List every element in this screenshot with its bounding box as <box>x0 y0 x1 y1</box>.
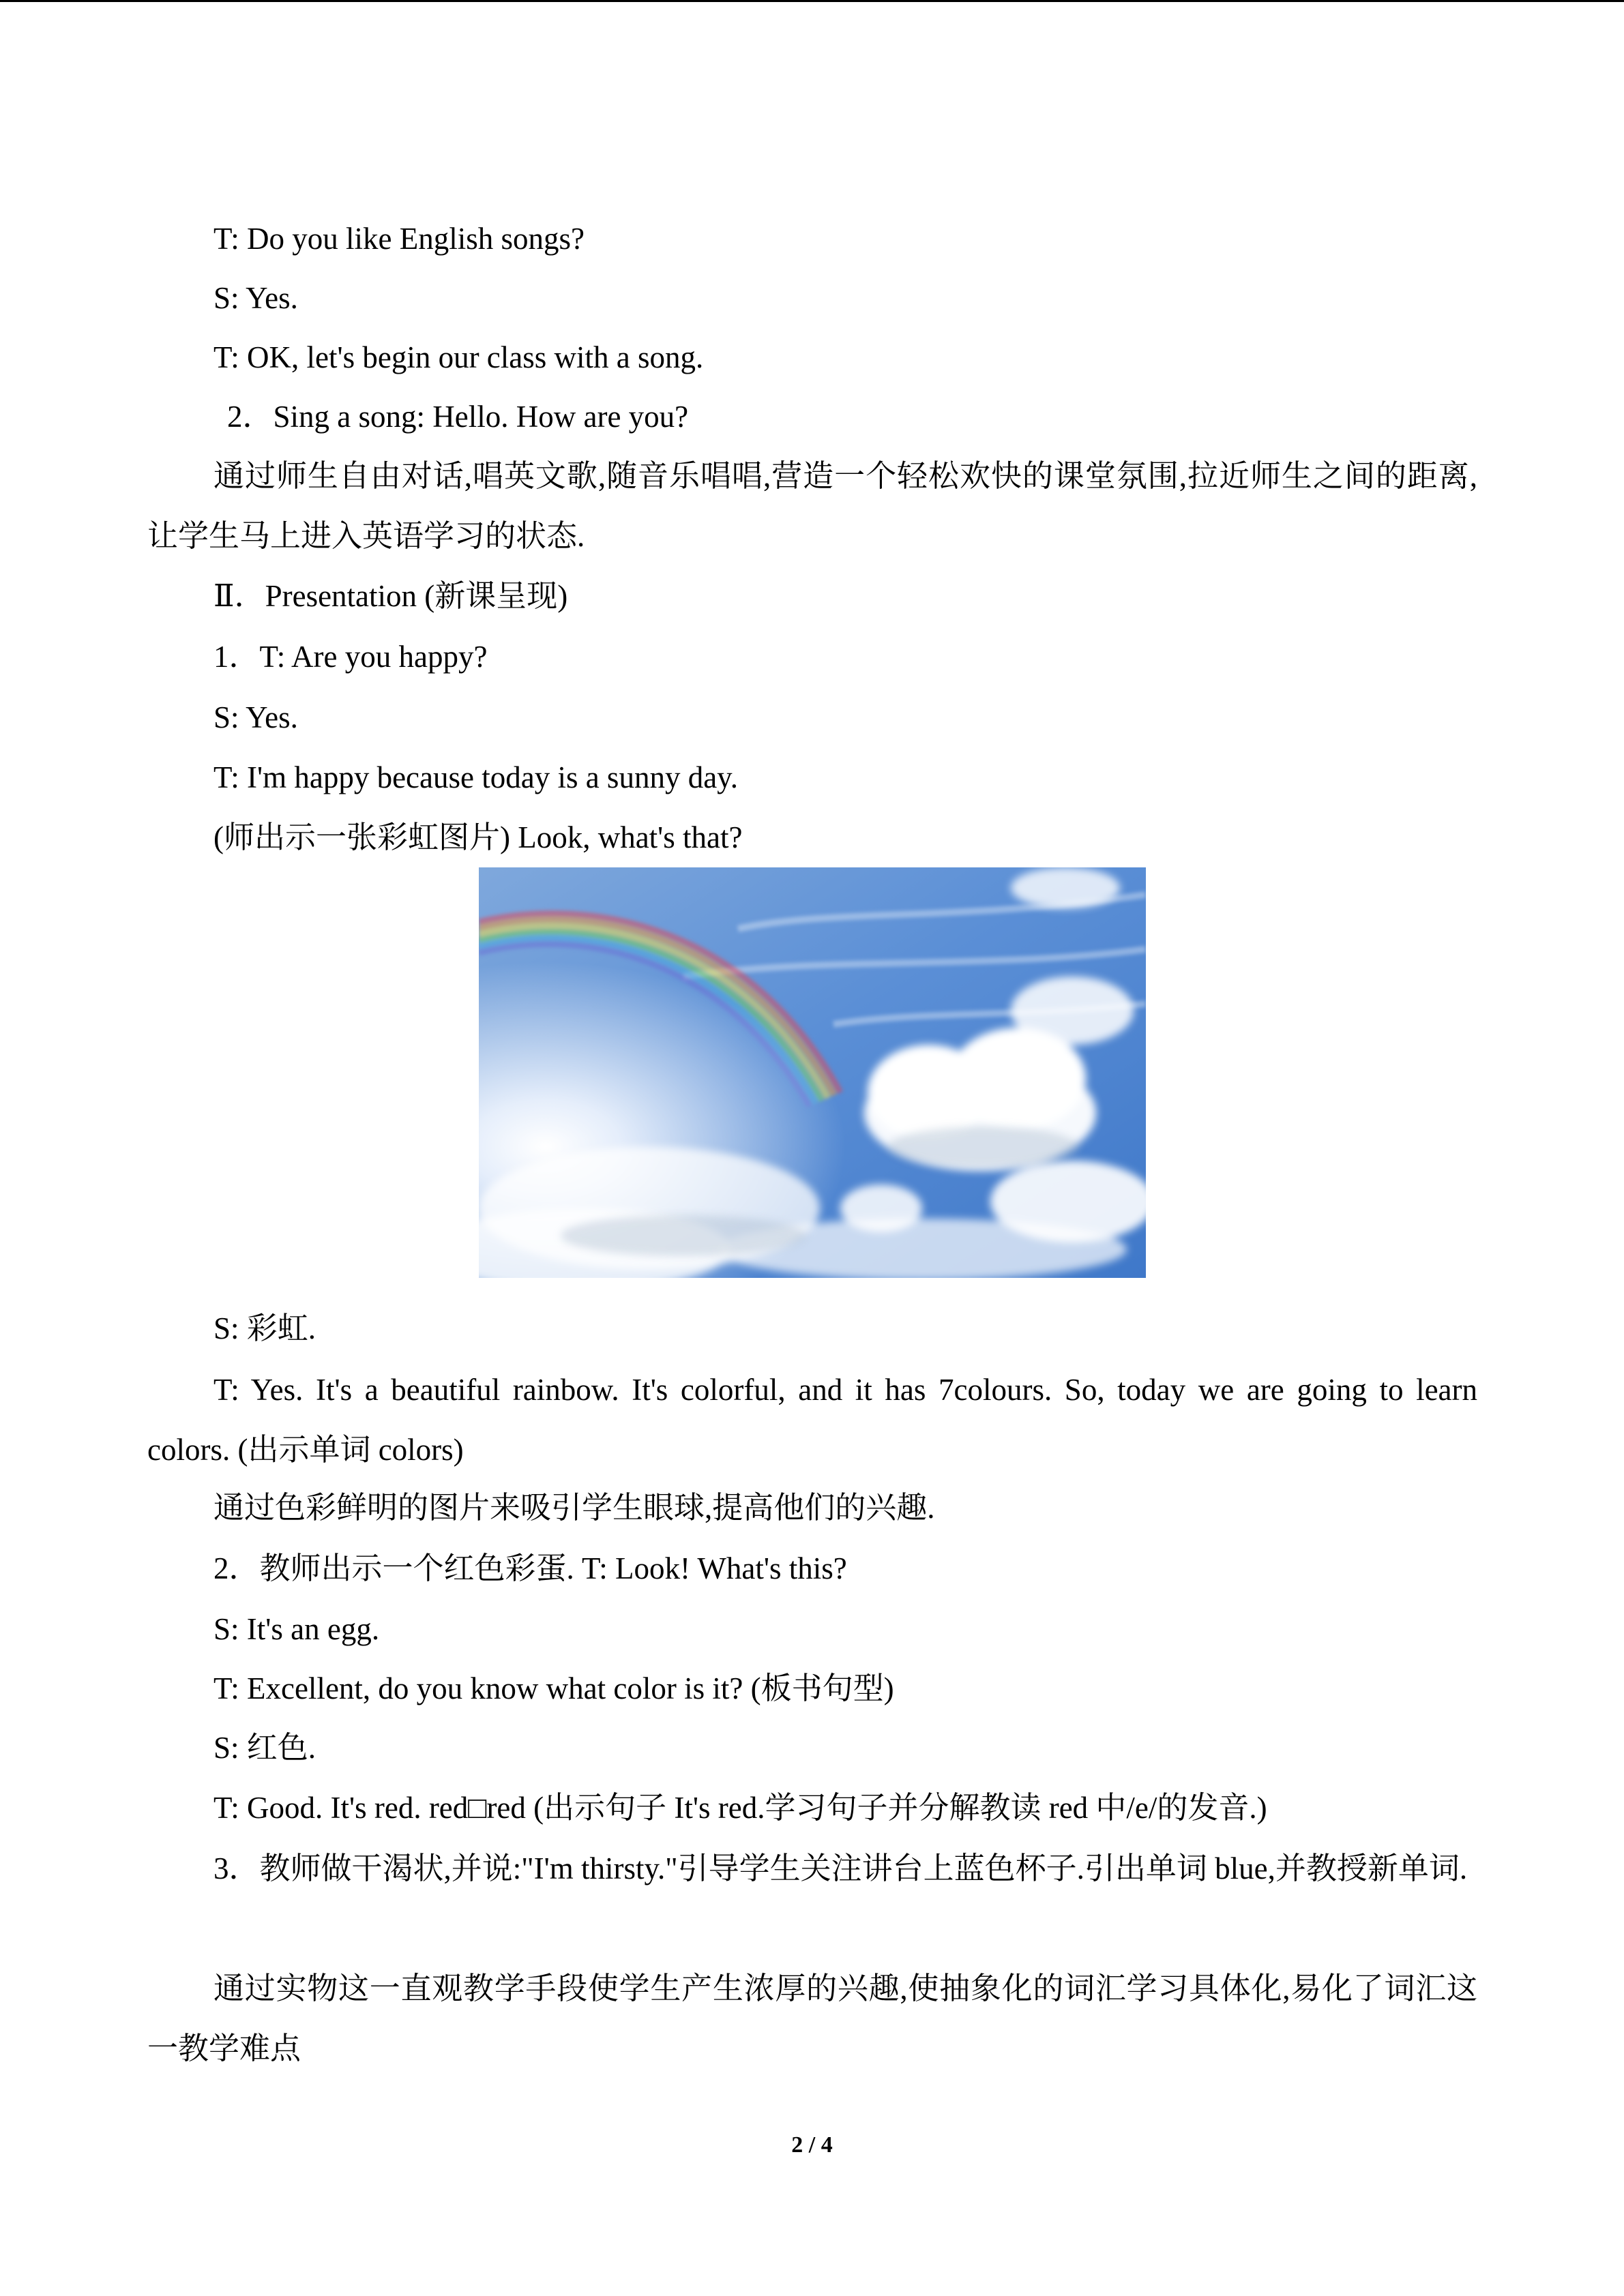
step-line: 1．T: Are you happy? <box>213 640 488 674</box>
top-border <box>0 0 1624 2</box>
dialogue-line: S: 彩虹. <box>213 1311 316 1345</box>
step-line: 2．Sing a song: Hello. How are you? <box>227 400 689 434</box>
note-paragraph: 通过实物这一直观教学手段使学生产生浓厚的兴趣,使抽象化的词汇学习具体化,易化了词汇这一教学难点 <box>147 1971 1477 2066</box>
step-line: 2．教师出示一个红色彩蛋. T: Look! What's this? <box>213 1551 847 1585</box>
note-paragraph: 通过师生自由对话,唱英文歌,随音乐唱唱,营造一个轻松欢快的课堂氛围,拉近师生之间的距离,让学生马上进入英语学习的状态. <box>147 459 1477 553</box>
rainbow-sky-picture <box>479 867 1146 1278</box>
step-paragraph: 3．教师做干渴状,并说:"I'm thirsty."引导学生关注讲台上蓝色杯子.引出单词 blue,并教授新单词. <box>213 1851 1468 1885</box>
note-line: 通过色彩鲜明的图片来吸引学生眼球,提高他们的兴趣. <box>213 1491 935 1525</box>
dialogue-line: T: Do you like English songs? <box>213 222 585 256</box>
dialogue-line: S: 红色. <box>213 1731 316 1765</box>
dialogue-line: S: Yes. <box>213 700 298 734</box>
dialogue-line: T: OK, let's begin our class with a song. <box>213 340 704 374</box>
dialogue-line: T: Excellent, do you know what color is it? (板书句型) <box>213 1671 894 1705</box>
dialogue-paragraph: T: Yes. It's a beautiful rainbow. It's colorful, and it has 7colours. So, today we are going to learn colors. (出示单词 colors) <box>147 1373 1477 1467</box>
dialogue-line: S: It's an egg. <box>213 1612 380 1646</box>
dialogue-line: (师出示一张彩虹图片) Look, what's that? <box>213 820 743 854</box>
page-number: 2 / 4 <box>791 2132 833 2158</box>
dialogue-line: T: Good. It's red. red□red (出示句子 It's red.学习句子并分解教读 red 中/e/的发音.) <box>213 1791 1267 1825</box>
section-heading: Ⅱ．Presentation (新课呈现) <box>213 579 568 613</box>
dialogue-line: T: I'm happy because today is a sunny day. <box>213 760 738 794</box>
dialogue-line: S: Yes. <box>213 281 298 315</box>
